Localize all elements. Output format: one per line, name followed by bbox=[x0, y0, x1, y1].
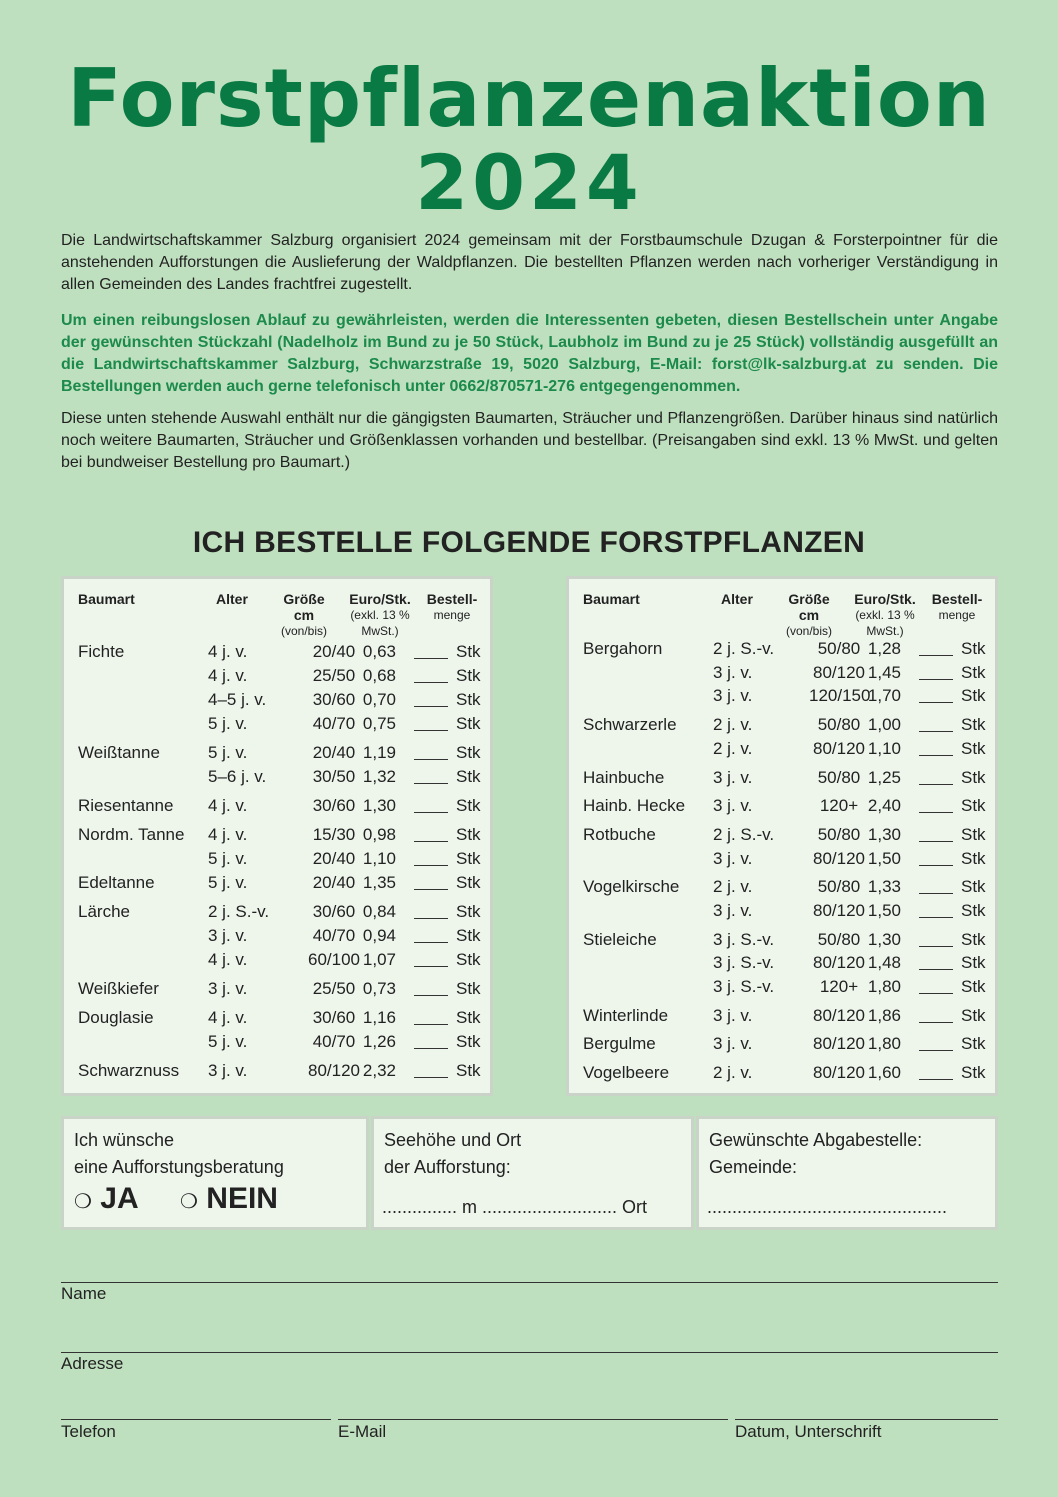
header-qty: Bestell- menge bbox=[931, 591, 983, 622]
species-cell: Winterlinde bbox=[583, 1006, 669, 1025]
unit-label: Stk bbox=[456, 1032, 481, 1051]
radio-icon: ❍ bbox=[74, 1191, 92, 1213]
table-row bbox=[569, 847, 995, 871]
intro-paragraph: Die Landwirtschaftskammer Salzburg organisiert 2024 gemeinsam mit der Forstbaumschule Dzugan & Forsterpointner für die anstehenden Aufforstungen die Auslieferung der Waldpflanzen. Die bestellten Pflanzen werden nach vorheriger Verständigung in allen Gemeinden des Landes frachtfrei zugestellt. bbox=[61, 232, 998, 293]
unit-label: Stk bbox=[961, 877, 986, 896]
header-price: Euro/Stk. (exkl. 13 % MwSt.) bbox=[854, 591, 916, 638]
location-label-1: Seehöhe und Ort bbox=[384, 1130, 522, 1150]
price-cell: 1,80 bbox=[867, 977, 901, 996]
table-row bbox=[569, 766, 995, 790]
size-cell: 60/100 bbox=[308, 950, 360, 969]
table-row bbox=[64, 640, 490, 664]
quantity-input[interactable] bbox=[919, 737, 953, 756]
price-cell: 1,30 bbox=[867, 825, 901, 844]
price-cell: 1,00 bbox=[867, 715, 901, 734]
name-line[interactable] bbox=[61, 1282, 998, 1283]
unit-label: Stk bbox=[456, 767, 481, 786]
unit-label: Stk bbox=[961, 930, 986, 949]
quantity-input[interactable] bbox=[919, 766, 953, 785]
price-cell: 1,07 bbox=[362, 950, 396, 969]
age-cell: 2 j. v. bbox=[713, 715, 753, 734]
table-row bbox=[569, 713, 995, 737]
age-cell: 4 j. v. bbox=[208, 796, 248, 815]
quantity-input[interactable] bbox=[414, 948, 448, 967]
unit-label: Stk bbox=[961, 768, 986, 787]
species-cell: Douglasie bbox=[78, 1008, 154, 1027]
table-row bbox=[64, 871, 490, 895]
quantity-input[interactable] bbox=[414, 871, 448, 890]
size-cell: 50/80 bbox=[817, 930, 861, 949]
price-cell: 1,10 bbox=[362, 849, 396, 868]
email-label: E-Mail bbox=[338, 1422, 387, 1441]
quantity-input[interactable] bbox=[414, 900, 448, 919]
price-cell: 0,94 bbox=[362, 926, 396, 945]
age-cell: 3 j. v. bbox=[713, 1034, 753, 1053]
unit-label: Stk bbox=[961, 901, 986, 920]
location-label-2: der Aufforstung: bbox=[384, 1157, 511, 1177]
table-row bbox=[64, 900, 490, 924]
age-cell: 3 j. v. bbox=[208, 979, 248, 998]
price-cell: 1,30 bbox=[867, 930, 901, 949]
age-cell: 3 j. v. bbox=[713, 686, 753, 705]
pickup-label-2: Gemeinde: bbox=[709, 1157, 798, 1177]
unit-label: Stk bbox=[456, 796, 481, 815]
price-cell: 1,86 bbox=[867, 1006, 901, 1025]
age-cell: 2 j. S.-v. bbox=[208, 902, 270, 921]
quantity-input[interactable] bbox=[919, 847, 953, 866]
quantity-input[interactable] bbox=[414, 1059, 448, 1078]
table-row bbox=[64, 847, 490, 871]
size-cell: 80/120 bbox=[813, 1006, 865, 1025]
price-cell: 0,63 bbox=[362, 642, 396, 661]
species-cell: Fichte bbox=[78, 642, 125, 661]
species-cell: Vogelkirsche bbox=[583, 877, 680, 896]
quantity-input[interactable] bbox=[919, 975, 953, 994]
price-cell: 1,45 bbox=[867, 663, 901, 682]
age-cell: 3 j. v. bbox=[208, 1061, 248, 1080]
notice-paragraph: Um einen reibungslosen Ablauf zu gewährleisten, werden die Interessenten gebeten, diesen Bestellschein unter Angabe der gewünschten Stückzahl (Nadelholz im Bund zu je 50 Stück, Laubholz im Bund zu je 25 Stück) vollständig ausgefüllt an die Landwirtschaftskammer Salzburg, Schwarzstraße 19, 5020 Salzburg, E-Mail: forst@lk-salzburg.at zu senden. Die Bestellungen werden auch gerne telefonisch unter 0662/870571-276 entgegengenommen. bbox=[61, 312, 998, 395]
quantity-input[interactable] bbox=[919, 823, 953, 842]
age-cell: 3 j. v. bbox=[713, 901, 753, 920]
age-cell: 5 j. v. bbox=[208, 873, 248, 892]
species-cell: Bergahorn bbox=[583, 639, 663, 658]
unit-label: Stk bbox=[456, 825, 481, 844]
unit-label: Stk bbox=[961, 953, 986, 972]
age-cell: 3 j. v. bbox=[208, 926, 248, 945]
species-cell: Schwarznuss bbox=[78, 1061, 180, 1080]
unit-label: Stk bbox=[961, 663, 986, 682]
species-cell: Weißtanne bbox=[78, 743, 160, 762]
size-cell: 80/120 bbox=[308, 1061, 360, 1080]
unit-label: Stk bbox=[961, 1006, 986, 1025]
table-row bbox=[64, 765, 490, 789]
size-cell: 80/120 bbox=[813, 1063, 865, 1082]
radio-icon: ❍ bbox=[180, 1191, 198, 1213]
unit-label: Stk bbox=[961, 825, 986, 844]
size-cell: 80/120 bbox=[813, 849, 865, 868]
location-field[interactable]: ............... m ........................... Ort bbox=[382, 1197, 648, 1217]
species-cell: Schwarzerle bbox=[583, 715, 677, 734]
species-cell: Hainbuche bbox=[583, 768, 665, 787]
no-option[interactable]: ❍ NEIN bbox=[180, 1182, 278, 1215]
quantity-input[interactable] bbox=[414, 977, 448, 996]
table-row bbox=[64, 1030, 490, 1054]
table-row bbox=[64, 688, 490, 712]
size-cell: 120+ bbox=[819, 977, 859, 996]
price-cell: 1,50 bbox=[867, 849, 901, 868]
size-cell: 30/60 bbox=[312, 902, 356, 921]
table-row bbox=[569, 899, 995, 923]
quantity-input[interactable] bbox=[919, 794, 953, 813]
pickup-box bbox=[696, 1116, 998, 1230]
table-row bbox=[569, 1032, 995, 1056]
title-main: Forstpflanzenaktion bbox=[67, 52, 991, 145]
age-cell: 3 j. S.-v. bbox=[713, 930, 775, 949]
unit-label: Stk bbox=[961, 977, 986, 996]
address-line[interactable] bbox=[61, 1352, 998, 1353]
quantity-input[interactable] bbox=[414, 664, 448, 683]
table-row bbox=[64, 924, 490, 948]
table-row bbox=[64, 948, 490, 972]
size-cell: 80/120 bbox=[813, 953, 865, 972]
age-cell: 4 j. v. bbox=[208, 825, 248, 844]
size-cell: 20/40 bbox=[312, 849, 356, 868]
table-row bbox=[64, 741, 490, 765]
table-row bbox=[64, 712, 490, 736]
price-cell: 1,19 bbox=[362, 743, 396, 762]
price-cell: 1,60 bbox=[867, 1063, 901, 1082]
header-age: Alter bbox=[216, 591, 248, 607]
quantity-input[interactable] bbox=[919, 875, 953, 894]
quantity-input[interactable] bbox=[414, 688, 448, 707]
header-size: Größe cm (von/bis) bbox=[280, 591, 327, 638]
price-cell: 1,50 bbox=[867, 901, 901, 920]
species-cell: Hainb. Hecke bbox=[583, 796, 686, 815]
pickup-label-1: Gewünschte Abgabestelle: bbox=[709, 1130, 923, 1150]
table-row bbox=[569, 1061, 995, 1085]
size-cell: 40/70 bbox=[312, 926, 356, 945]
unit-label: Stk bbox=[456, 1008, 481, 1027]
species-cell: Weißkiefer bbox=[78, 979, 159, 998]
header-age: Alter bbox=[721, 591, 753, 607]
quantity-input[interactable] bbox=[919, 899, 953, 918]
age-cell: 5–6 j. v. bbox=[208, 767, 267, 786]
size-cell: 40/70 bbox=[312, 714, 356, 733]
price-cell: 1,10 bbox=[867, 739, 901, 758]
table-row bbox=[569, 1004, 995, 1028]
quantity-input[interactable] bbox=[919, 684, 953, 703]
age-cell: 2 j. S.-v. bbox=[713, 825, 775, 844]
table-row bbox=[64, 794, 490, 818]
quantity-input[interactable] bbox=[919, 951, 953, 970]
age-cell: 4 j. v. bbox=[208, 950, 248, 969]
price-cell: 1,25 bbox=[867, 768, 901, 787]
size-cell: 50/80 bbox=[817, 639, 861, 658]
table-row bbox=[64, 823, 490, 847]
price-cell: 0,75 bbox=[362, 714, 396, 733]
title-year: 2024 bbox=[415, 138, 643, 227]
price-cell: 1,35 bbox=[362, 873, 396, 892]
unit-label: Stk bbox=[961, 639, 986, 658]
size-cell: 30/60 bbox=[312, 690, 356, 709]
quantity-input[interactable] bbox=[919, 1004, 953, 1023]
unit-label: Stk bbox=[456, 690, 481, 709]
age-cell: 5 j. v. bbox=[208, 1032, 248, 1051]
species-cell: Lärche bbox=[78, 902, 130, 921]
quantity-input[interactable] bbox=[414, 1030, 448, 1049]
order-heading: ICH BESTELLE FOLGENDE FORSTPFLANZEN bbox=[192, 526, 866, 559]
table-row bbox=[569, 661, 995, 685]
price-cell: 1,28 bbox=[867, 639, 901, 658]
consultation-box bbox=[61, 1116, 369, 1230]
price-cell: 1,48 bbox=[867, 953, 901, 972]
deciduous-table bbox=[566, 576, 998, 1096]
price-cell: 0,73 bbox=[362, 979, 396, 998]
date-signature-line[interactable] bbox=[735, 1419, 998, 1420]
size-cell: 25/50 bbox=[312, 666, 356, 685]
price-cell: 0,68 bbox=[362, 666, 396, 685]
size-cell: 120+ bbox=[819, 796, 859, 815]
quantity-input[interactable] bbox=[414, 1006, 448, 1025]
species-cell: Bergulme bbox=[583, 1034, 656, 1053]
unit-label: Stk bbox=[961, 715, 986, 734]
age-cell: 4–5 j. v. bbox=[208, 690, 267, 709]
header-species: Baumart bbox=[78, 591, 135, 607]
unit-label: Stk bbox=[456, 714, 481, 733]
quantity-input[interactable] bbox=[919, 637, 953, 656]
price-cell: 1,32 bbox=[362, 767, 396, 786]
unit-label: Stk bbox=[456, 642, 481, 661]
size-cell: 25/50 bbox=[312, 979, 356, 998]
size-cell: 50/80 bbox=[817, 715, 861, 734]
unit-label: Stk bbox=[961, 739, 986, 758]
table-row bbox=[64, 977, 490, 1001]
species-cell: Rotbuche bbox=[583, 825, 656, 844]
table-row bbox=[569, 951, 995, 975]
yes-option[interactable]: ❍ JA bbox=[74, 1182, 139, 1215]
age-cell: 3 j. v. bbox=[713, 768, 753, 787]
quantity-input[interactable] bbox=[414, 765, 448, 784]
price-cell: 1,30 bbox=[362, 796, 396, 815]
header-price: Euro/Stk. (exkl. 13 % MwSt.) bbox=[349, 591, 411, 638]
unit-label: Stk bbox=[456, 979, 481, 998]
size-cell: 30/50 bbox=[312, 767, 356, 786]
size-cell: 80/120 bbox=[813, 1034, 865, 1053]
age-cell: 4 j. v. bbox=[208, 666, 248, 685]
age-cell: 3 j. v. bbox=[713, 663, 753, 682]
table-row bbox=[569, 975, 995, 999]
table-row bbox=[64, 1059, 490, 1083]
quantity-input[interactable] bbox=[919, 1061, 953, 1080]
unit-label: Stk bbox=[456, 1061, 481, 1080]
table-row bbox=[569, 875, 995, 899]
quantity-input[interactable] bbox=[414, 741, 448, 760]
price-cell: 2,40 bbox=[867, 796, 901, 815]
species-cell: Vogelbeere bbox=[583, 1063, 670, 1082]
price-cell: 0,98 bbox=[362, 825, 396, 844]
age-cell: 3 j. S.-v. bbox=[713, 977, 775, 996]
size-cell: 20/40 bbox=[312, 642, 356, 661]
phone-label: Telefon bbox=[61, 1422, 116, 1441]
price-cell: 1,16 bbox=[362, 1008, 396, 1027]
conifer-table bbox=[61, 576, 493, 1096]
unit-label: Stk bbox=[961, 1063, 986, 1082]
table-row bbox=[569, 823, 995, 847]
table-row bbox=[569, 684, 995, 708]
price-cell: 2,32 bbox=[362, 1061, 396, 1080]
age-cell: 5 j. v. bbox=[208, 714, 248, 733]
price-cell: 1,80 bbox=[867, 1034, 901, 1053]
unit-label: Stk bbox=[456, 666, 481, 685]
size-cell: 40/70 bbox=[312, 1032, 356, 1051]
unit-label: Stk bbox=[456, 926, 481, 945]
unit-label: Stk bbox=[456, 873, 481, 892]
age-cell: 5 j. v. bbox=[208, 849, 248, 868]
phone-line[interactable] bbox=[61, 1419, 331, 1420]
quantity-input[interactable] bbox=[414, 847, 448, 866]
size-cell: 80/120 bbox=[813, 901, 865, 920]
age-cell: 2 j. v. bbox=[713, 877, 753, 896]
quantity-input[interactable] bbox=[919, 661, 953, 680]
age-cell: 2 j. S.-v. bbox=[713, 639, 775, 658]
header-qty: Bestell- menge bbox=[426, 591, 478, 622]
name-label: Name bbox=[61, 1284, 107, 1303]
age-cell: 3 j. v. bbox=[713, 796, 753, 815]
unit-label: Stk bbox=[961, 686, 986, 705]
date-signature-label: Datum, Unterschrift bbox=[735, 1422, 882, 1441]
pickup-field[interactable]: ................................................ bbox=[707, 1197, 948, 1217]
size-cell: 120/150 bbox=[809, 686, 871, 705]
age-cell: 4 j. v. bbox=[208, 1008, 248, 1027]
quantity-input[interactable] bbox=[919, 928, 953, 947]
size-cell: 50/80 bbox=[817, 877, 861, 896]
table-row bbox=[64, 664, 490, 688]
size-cell: 15/30 bbox=[312, 825, 356, 844]
consultation-label-1: Ich wünsche bbox=[74, 1130, 175, 1150]
age-cell: 2 j. v. bbox=[713, 1063, 753, 1082]
email-line[interactable] bbox=[338, 1419, 728, 1420]
unit-label: Stk bbox=[961, 849, 986, 868]
consultation-label-2: eine Aufforstungsberatung bbox=[74, 1157, 284, 1177]
quantity-input[interactable] bbox=[414, 823, 448, 842]
header-size: Größe cm (von/bis) bbox=[785, 591, 832, 638]
price-cell: 0,84 bbox=[362, 902, 396, 921]
selection-note-paragraph: Diese unten stehende Auswahl enthält nur die gängigsten Baumarten, Sträucher und Pflanzengrößen. Darüber hinaus sind natürlich noch weitere Baumarten, Sträucher und Größenklassen vorhanden und bestellbar. (Preisangaben sind exkl. 13 % MwSt. und gelten bei bundweiser Bestellung pro Baumart.) bbox=[61, 410, 998, 471]
age-cell: 5 j. v. bbox=[208, 743, 248, 762]
unit-label: Stk bbox=[456, 950, 481, 969]
unit-label: Stk bbox=[456, 849, 481, 868]
species-cell: Riesentanne bbox=[78, 796, 174, 815]
size-cell: 80/120 bbox=[813, 663, 865, 682]
location-box bbox=[371, 1116, 694, 1230]
quantity-input[interactable] bbox=[919, 713, 953, 732]
size-cell: 30/60 bbox=[312, 1008, 356, 1027]
size-cell: 50/80 bbox=[817, 825, 861, 844]
age-cell: 3 j. S.-v. bbox=[713, 953, 775, 972]
unit-label: Stk bbox=[961, 1034, 986, 1053]
size-cell: 20/40 bbox=[312, 743, 356, 762]
unit-label: Stk bbox=[456, 902, 481, 921]
table-row bbox=[569, 928, 995, 952]
address-label: Adresse bbox=[61, 1354, 124, 1373]
price-cell: 0,70 bbox=[362, 690, 396, 709]
age-cell: 2 j. v. bbox=[713, 739, 753, 758]
size-cell: 50/80 bbox=[817, 768, 861, 787]
quantity-input[interactable] bbox=[414, 794, 448, 813]
quantity-input[interactable] bbox=[414, 924, 448, 943]
header-species: Baumart bbox=[583, 591, 640, 607]
age-cell: 4 j. v. bbox=[208, 642, 248, 661]
quantity-input[interactable] bbox=[414, 712, 448, 731]
age-cell: 3 j. v. bbox=[713, 849, 753, 868]
table-row bbox=[569, 737, 995, 761]
age-cell: 3 j. v. bbox=[713, 1006, 753, 1025]
unit-label: Stk bbox=[961, 796, 986, 815]
quantity-input[interactable] bbox=[919, 1032, 953, 1051]
price-cell: 1,26 bbox=[362, 1032, 396, 1051]
price-cell: 1,70 bbox=[867, 686, 901, 705]
table-row bbox=[569, 794, 995, 818]
table-row bbox=[64, 1006, 490, 1030]
size-cell: 80/120 bbox=[813, 739, 865, 758]
species-cell: Nordm. Tanne bbox=[78, 825, 185, 844]
species-cell: Stieleiche bbox=[583, 930, 657, 949]
size-cell: 20/40 bbox=[312, 873, 356, 892]
unit-label: Stk bbox=[456, 743, 481, 762]
size-cell: 30/60 bbox=[312, 796, 356, 815]
species-cell: Edeltanne bbox=[78, 873, 155, 892]
price-cell: 1,33 bbox=[867, 877, 901, 896]
quantity-input[interactable] bbox=[414, 640, 448, 659]
table-row bbox=[569, 637, 995, 661]
